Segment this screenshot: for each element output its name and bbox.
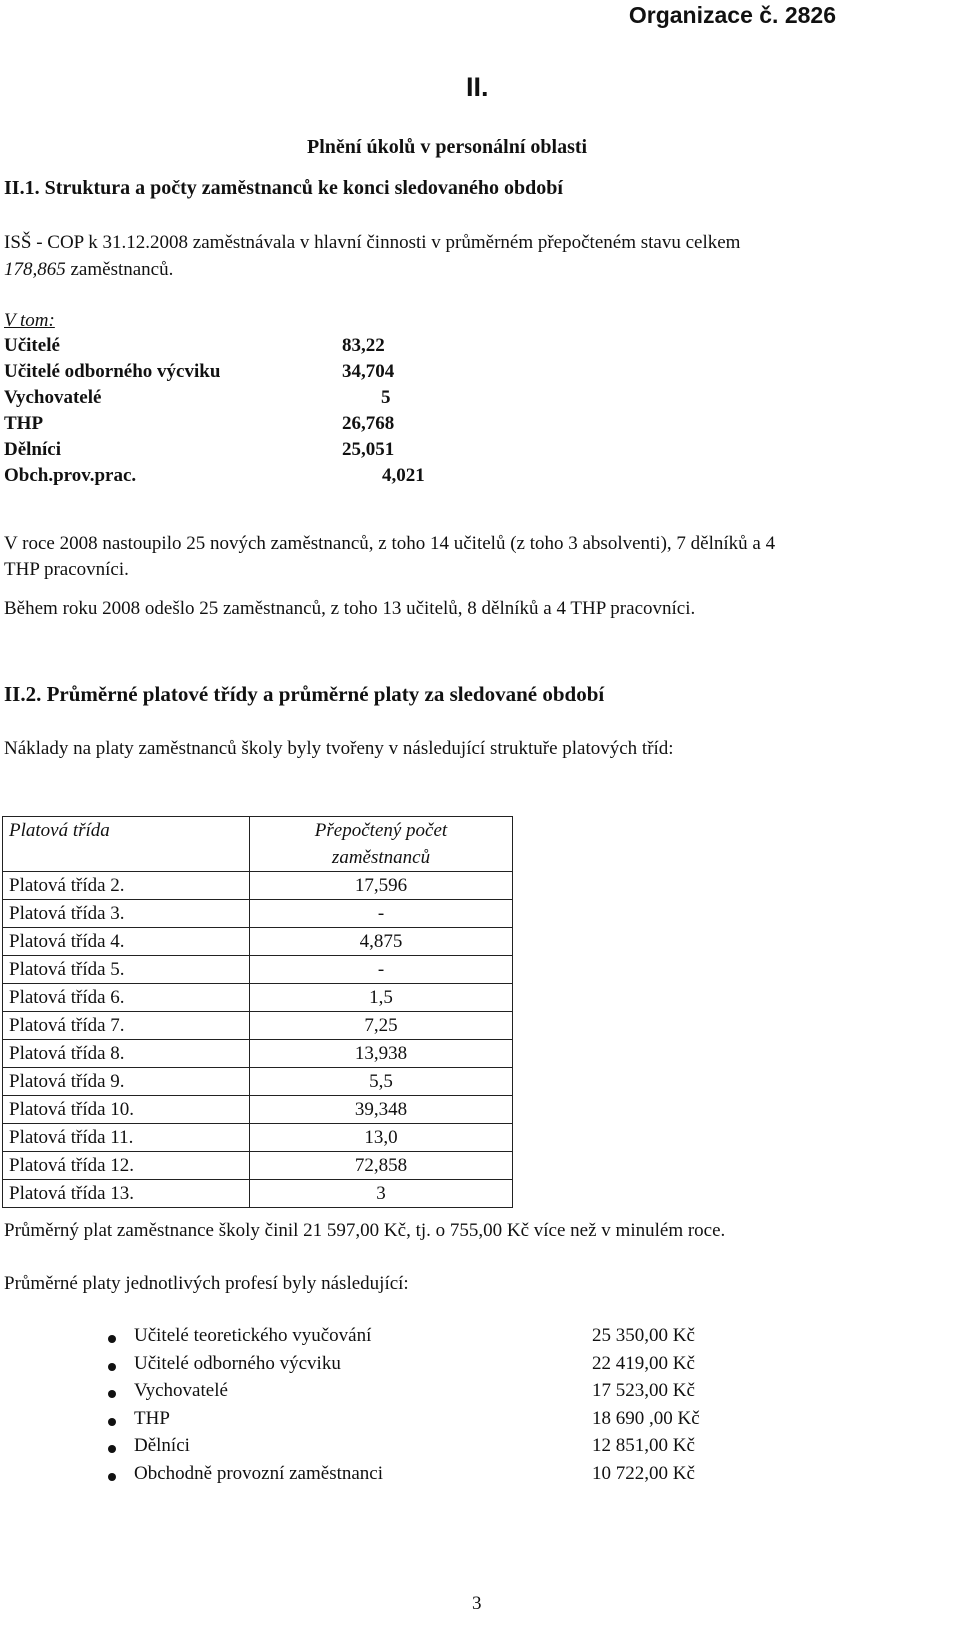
grade-cell: Platová třída 12. xyxy=(3,1152,250,1180)
page-number: 3 xyxy=(472,1593,482,1614)
table-row xyxy=(3,1040,513,1068)
profession-name: Vychovatelé xyxy=(134,1380,228,1402)
total-employees: 178,865 xyxy=(4,259,66,280)
list-item xyxy=(0,1353,760,1381)
chapter-title: Plnění úkolů v personální oblasti xyxy=(307,136,588,158)
breakdown-list xyxy=(4,335,444,491)
profession-salary: 12 851,00 Kč xyxy=(592,1435,695,1457)
grade-cell: Platová třída 4. xyxy=(3,928,250,956)
grade-cell: Platová třída 2. xyxy=(3,872,250,900)
count-cell: - xyxy=(250,900,513,928)
section2-intro: Náklady na platy zaměstnanců školy byly tvořeny v následující struktuře platových tříd: xyxy=(4,738,674,759)
count-cell: 13,938 xyxy=(250,1040,513,1068)
breakdown-value: 34,704 xyxy=(342,361,395,382)
table-row xyxy=(3,984,513,1012)
count-cell: 5,5 xyxy=(250,1068,513,1096)
list-item xyxy=(0,1380,760,1408)
table-row xyxy=(3,928,513,956)
intro-total-line xyxy=(4,259,173,281)
bullet-icon xyxy=(108,1363,116,1371)
table-row xyxy=(3,1152,513,1180)
grade-cell: Platová třída 11. xyxy=(3,1124,250,1152)
chapter-number: II. xyxy=(466,72,489,102)
count-cell: 1,5 xyxy=(250,984,513,1012)
organization-header: Organizace č. 2826 xyxy=(628,2,836,28)
bullet-icon xyxy=(108,1473,116,1481)
salary-grade-table xyxy=(2,816,513,1208)
grade-cell: Platová třída 3. xyxy=(3,900,250,928)
joined-line-1: V roce 2008 nastoupilo 25 nových zaměstnanců, z toho 14 učitelů (z toho 3 absolventi), 7 dělníků a 4 xyxy=(4,533,776,554)
header-grade-text: Platová třída xyxy=(9,820,110,841)
grade-cell: Platová třída 6. xyxy=(3,984,250,1012)
header-count-line1: Přepočtený počet xyxy=(314,820,448,841)
joined-line-2: THP pracovníci. xyxy=(4,559,129,580)
profession-name: THP xyxy=(134,1407,170,1429)
breakdown-label-text: THP xyxy=(4,413,44,434)
breakdown-value: 83,22 xyxy=(342,335,385,356)
breakdown-value: 26,768 xyxy=(342,413,395,434)
table-row xyxy=(3,1068,513,1096)
profession-salary: 22 419,00 Kč xyxy=(592,1352,695,1374)
breakdown-label-text: Učitelé xyxy=(4,335,60,356)
header-count-line2: zaměstnanců xyxy=(331,847,431,868)
left-line: Během roku 2008 odešlo 25 zaměstnanců, z toho 13 učitelů, 8 dělníků a 4 THP pracovníci. xyxy=(4,598,696,619)
breakdown-value: 4,021 xyxy=(382,465,425,486)
total-unit: zaměstnanců. xyxy=(65,259,174,280)
breakdown-label-text: Dělníci xyxy=(4,439,61,460)
bullet-icon xyxy=(108,1335,116,1343)
table-row xyxy=(3,1096,513,1124)
profession-name: Učitelé odborného výcviku xyxy=(134,1352,341,1374)
list-item xyxy=(0,1435,760,1463)
breakdown-row xyxy=(4,335,444,361)
breakdown-row xyxy=(4,387,444,413)
profession-name: Učitelé teoretického vyučování xyxy=(134,1325,372,1346)
breakdown-row xyxy=(4,361,444,387)
table-row xyxy=(3,1180,513,1208)
count-cell: 4,875 xyxy=(250,928,513,956)
profession-name: Obchodně provozní zaměstnanci xyxy=(134,1462,384,1484)
table-header-grade xyxy=(3,817,250,872)
professions-list xyxy=(0,1325,760,1491)
table-row xyxy=(3,872,513,900)
profession-name: Dělníci xyxy=(134,1435,190,1457)
breakdown-row xyxy=(4,439,444,465)
list-item xyxy=(0,1463,760,1491)
grade-cell: Platová třída 9. xyxy=(3,1068,250,1096)
intro-line: ISŠ - COP k 31.12.2008 zaměstnávala v hlavní činnosti v průměrném přepočteném stavu celkem xyxy=(4,232,741,253)
profession-salary: 17 523,00 Kč xyxy=(592,1380,695,1402)
breakdown-value: 25,051 xyxy=(342,439,395,460)
count-cell: - xyxy=(250,956,513,984)
bullet-icon xyxy=(108,1445,116,1453)
breakdown-row xyxy=(4,465,444,491)
count-cell: 39,348 xyxy=(250,1096,513,1124)
count-cell: 3 xyxy=(250,1180,513,1208)
bullet-icon xyxy=(108,1390,116,1398)
list-item xyxy=(0,1408,760,1436)
breakdown-label-text: Obch.prov.prac. xyxy=(4,465,137,486)
grade-cell: Platová třída 8. xyxy=(3,1040,250,1068)
count-cell: 72,858 xyxy=(250,1152,513,1180)
count-cell: 13,0 xyxy=(250,1124,513,1152)
professions-intro: Průměrné platy jednotlivých profesí byly následující: xyxy=(4,1273,409,1294)
profession-salary: 25 350,00 Kč xyxy=(592,1325,695,1346)
profession-salary: 18 690 ,00 Kč xyxy=(592,1407,700,1429)
list-item xyxy=(0,1325,760,1353)
table-row xyxy=(3,1012,513,1040)
breakdown-value: 5 xyxy=(381,387,391,408)
breakdown-label-text: Učitelé odborného výcviku xyxy=(4,361,221,382)
breakdown-label: V tom: xyxy=(4,310,55,331)
table-row xyxy=(3,956,513,984)
section2-heading: II.2. Průměrné platové třídy a průměrné platy za sledované období xyxy=(4,682,605,706)
breakdown-row xyxy=(4,413,444,439)
table-header-count xyxy=(250,817,513,872)
grade-cell: Platová třída 5. xyxy=(3,956,250,984)
grade-cell: Platová třída 13. xyxy=(3,1180,250,1208)
grade-cell: Platová třída 10. xyxy=(3,1096,250,1124)
table-row xyxy=(3,900,513,928)
bullet-icon xyxy=(108,1418,116,1426)
section1-heading: II.1. Struktura a počty zaměstnanců ke konci sledovaného období xyxy=(4,177,563,199)
table-row xyxy=(3,1124,513,1152)
grade-cell: Platová třída 7. xyxy=(3,1012,250,1040)
profession-salary: 10 722,00 Kč xyxy=(592,1462,695,1484)
count-cell: 17,596 xyxy=(250,872,513,900)
breakdown-label-text: Vychovatelé xyxy=(4,387,102,408)
average-salary-text: Průměrný plat zaměstnance školy činil 21 597,00 Kč, tj. o 755,00 Kč více než v minulém roce. xyxy=(4,1220,726,1241)
count-cell: 7,25 xyxy=(250,1012,513,1040)
table-header-row xyxy=(3,817,513,872)
